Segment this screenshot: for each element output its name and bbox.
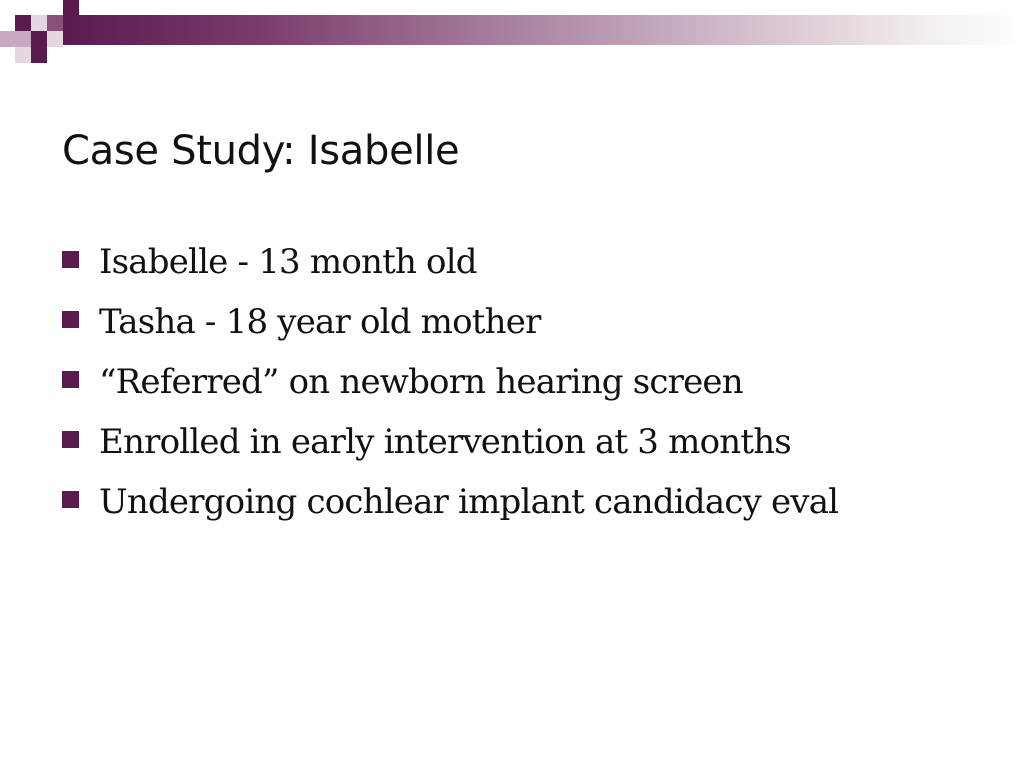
bullet-item	[62, 352, 838, 412]
decor-square	[15, 47, 31, 63]
decor-square	[31, 47, 47, 63]
bullet-list	[62, 232, 838, 532]
decor-square	[63, 0, 79, 16]
bullet-text: Tasha - 18 year old mother	[99, 302, 541, 342]
bullet-item	[62, 472, 838, 532]
decor-square	[0, 31, 16, 47]
square-bullet-icon	[62, 371, 79, 388]
bullet-text: “Referred” on newborn hearing screen	[99, 362, 743, 402]
bullet-item	[62, 292, 838, 352]
square-bullet-icon	[62, 251, 79, 268]
bullet-text: Undergoing cochlear implant candidacy eval	[99, 482, 839, 522]
header-gradient-bar	[62, 15, 1024, 45]
decor-square	[15, 31, 31, 47]
decor-square	[47, 15, 63, 31]
decor-square	[31, 31, 47, 47]
decor-square	[15, 15, 31, 31]
decor-square	[47, 31, 63, 47]
slide-title: Case Study: Isabelle	[62, 128, 460, 174]
square-bullet-icon	[62, 311, 79, 328]
bullet-item	[62, 412, 838, 472]
bullet-text: Isabelle - 13 month old	[99, 242, 477, 282]
square-bullet-icon	[62, 491, 79, 508]
bullet-text: Enrolled in early intervention at 3 months	[99, 422, 791, 462]
square-bullet-icon	[62, 431, 79, 448]
bullet-item	[62, 232, 838, 292]
decor-square	[31, 15, 47, 31]
